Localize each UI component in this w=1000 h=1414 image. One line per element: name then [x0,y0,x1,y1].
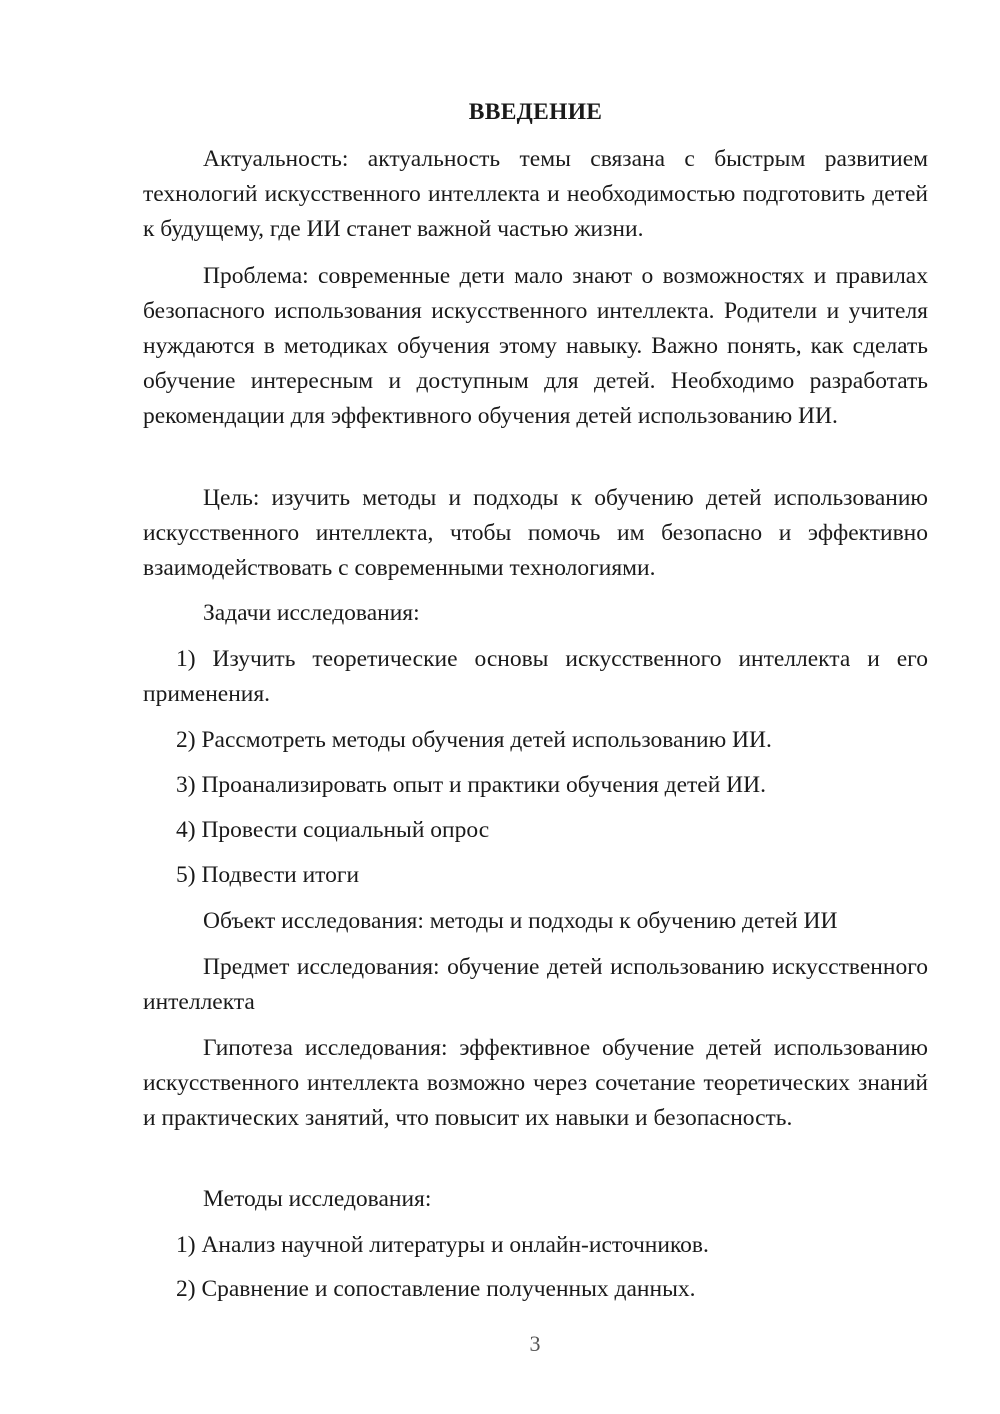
methods-heading: Методы исследования: [203,1186,432,1212]
page-title: ВВЕДЕНИЕ [468,99,603,125]
method-item: 1) Анализ научной литературы и онлайн-источников. [176,1232,709,1258]
task-item: 2) Рассмотреть методы обучения детей использованию ИИ. [176,727,772,753]
relevance-paragraph: Актуальность: актуальность темы связана с быстрым развитием технологий искусственного интеллекта и необходимостью подготовить детей к будущему, где ИИ станет важной частью жизни. [143,146,928,242]
problem-paragraph: Проблема: современные дети мало знают о возможностях и правилах безопасного использования искусственного интеллекта. Родители и учителя нуждаются в методиках обучения этому навыку. Важно понять, как сделать обучение интересным и доступным для детей. Необходимо разработать рекомендации для эффективного обучения детей использованию ИИ. [143,263,928,429]
task-item: 4) Провести социальный опрос [176,817,490,843]
object-paragraph: Объект исследования: методы и подходы к обучению детей ИИ [203,908,838,934]
subject-paragraph: Предмет исследования: обучение детей использованию искусственного интеллекта [143,954,928,1015]
tasks-heading: Задачи исследования: [203,600,420,626]
task-item: 1) Изучить теоретические основы искусственного интеллекта и его применения. [143,646,928,707]
task-item: 3) Проанализировать опыт и практики обучения детей ИИ. [176,772,766,798]
goal-paragraph: Цель: изучить методы и подходы к обучению детей использованию искусственного интеллекта, чтобы помочь им безопасно и эффективно взаимодействовать с современными технологиями. [143,485,928,581]
page-number: 3 [529,1331,541,1356]
task-item: 5) Подвести итоги [176,862,360,888]
hypothesis-paragraph: Гипотеза исследования: эффективное обучение детей использованию искусственного интеллекта возможно через сочетание теоретических знаний и практических занятий, что повысит их навыки и безопасность. [143,1035,928,1131]
method-item: 2) Сравнение и сопоставление полученных данных. [176,1276,696,1302]
